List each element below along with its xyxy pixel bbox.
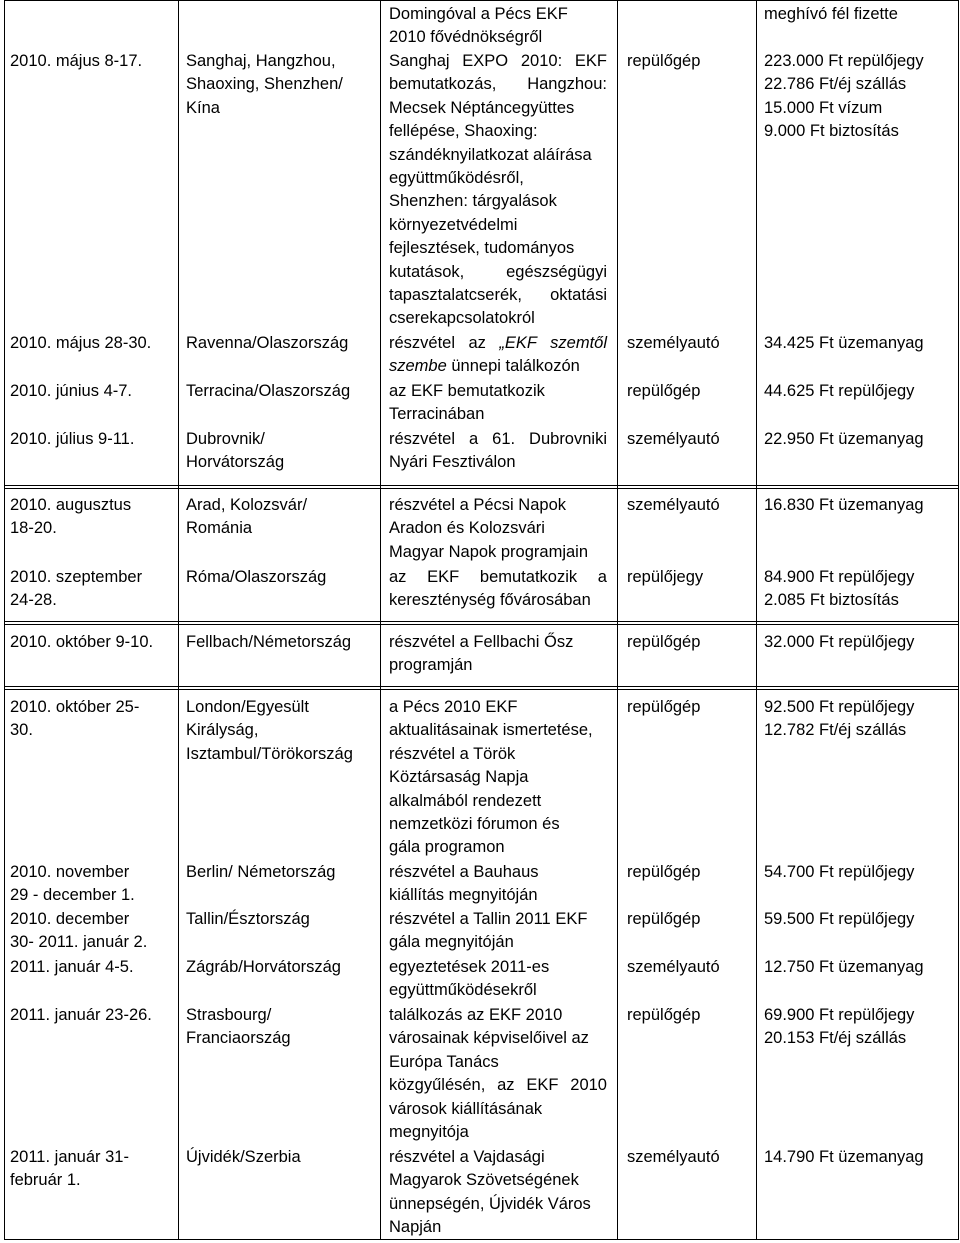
place-cell xyxy=(186,494,307,541)
place-line: Strasbourg/ xyxy=(186,1006,272,1024)
table-border-right xyxy=(958,0,959,1240)
place-cell: Ravenna/Olaszország xyxy=(186,334,349,352)
place-cell: Berlin/ Németország xyxy=(186,863,336,881)
event-cell xyxy=(389,861,539,908)
place-line: Kína xyxy=(186,98,220,117)
event-line: fellépése, Shaoxing: xyxy=(389,122,538,141)
event-line: Domingóval a Pécs EKF xyxy=(389,5,568,23)
event-line: együttműködésről, xyxy=(389,169,524,188)
event-line: kereszténység fővárosában xyxy=(389,591,591,610)
cost-line: 12.782 Ft/éj szállás xyxy=(764,721,907,740)
cost-cell: 32.000 Ft repülőjegy xyxy=(764,633,915,651)
event-line: Magyarok Szövetségének xyxy=(389,1171,579,1190)
cost-cell xyxy=(764,50,924,144)
event-line: részvétel a Tallin 2011 EKF xyxy=(389,910,588,928)
event-line: városok kiállításának xyxy=(389,1099,543,1118)
date-cell: 2010. július 9-11. xyxy=(10,430,135,448)
event-cell xyxy=(389,428,607,475)
event-text: részvétel az xyxy=(389,334,500,352)
event-line: közgyűlésén, az EKF 2010 xyxy=(389,1076,607,1095)
date-cell: 2010. június 4-7. xyxy=(10,382,133,400)
date-line: 2010. augusztus xyxy=(10,496,132,514)
cost-line: 20.153 Ft/éj szállás xyxy=(764,1029,907,1048)
cost-cell: 14.790 Ft üzemanyag xyxy=(764,1148,924,1166)
place-line: Sanghaj, Hangzhou, xyxy=(186,52,336,70)
transport-cell: személyautó xyxy=(627,496,720,514)
place-line: Dubrovnik/ xyxy=(186,430,265,448)
column-divider xyxy=(617,0,618,1240)
date-line: 18-20. xyxy=(10,519,57,538)
event-line: részvétel a 61. Dubrovniki xyxy=(389,430,607,448)
transport-cell: repülőgép xyxy=(627,382,701,400)
event-cell xyxy=(389,566,607,613)
event-line: Nyári Fesztiválon xyxy=(389,453,516,472)
event-text: ünnepi találkozón xyxy=(446,357,580,376)
place-line: London/Egyesült xyxy=(186,698,309,716)
cost-cell xyxy=(764,3,898,26)
date-cell: 2010. október 9-10. xyxy=(10,633,154,651)
transport-cell: repülőgép xyxy=(627,910,701,928)
event-cell xyxy=(389,50,607,331)
event-line: találkozás az EKF 2010 xyxy=(389,1006,563,1024)
row-divider xyxy=(4,485,958,486)
place-cell: Róma/Olaszország xyxy=(186,568,327,586)
cost-line: 223.000 Ft repülőjegy xyxy=(764,52,924,70)
date-cell xyxy=(10,1146,129,1193)
date-cell xyxy=(10,696,139,743)
cost-cell: 44.625 Ft repülőjegy xyxy=(764,382,915,400)
event-line: bemutatkozás, Hangzhou: xyxy=(389,75,607,94)
event-line: fejlesztések, tudományos xyxy=(389,239,575,258)
event-line: egyeztetések 2011-es xyxy=(389,958,550,976)
event-line: aktualitásainak ismertetése, xyxy=(389,721,593,740)
place-cell xyxy=(186,696,353,766)
date-line: február 1. xyxy=(10,1171,81,1190)
date-cell xyxy=(10,494,131,541)
place-cell xyxy=(186,1004,291,1051)
place-line: Franciaország xyxy=(186,1029,291,1048)
event-cell xyxy=(389,1146,591,1240)
event-italic-text: szembe xyxy=(389,357,447,376)
event-line: Magyar Napok programjain xyxy=(389,542,589,561)
event-line: gála programon xyxy=(389,838,505,857)
cost-cell xyxy=(764,696,914,743)
place-cell: Tallin/Észtország xyxy=(186,910,310,928)
event-cell xyxy=(389,1004,607,1144)
column-divider xyxy=(380,0,381,1240)
event-cell xyxy=(389,3,568,50)
place-cell xyxy=(186,50,343,120)
event-line: Európa Tanács xyxy=(389,1052,499,1071)
cost-line: 2.085 Ft biztosítás xyxy=(764,591,899,610)
date-line: 2010. december xyxy=(10,910,130,928)
event-line: környezetvédelmi xyxy=(389,215,518,234)
cost-cell: 22.950 Ft üzemanyag xyxy=(764,430,924,448)
cost-line: 84.900 Ft repülőjegy xyxy=(764,568,915,586)
transport-cell: repülőgép xyxy=(627,52,701,70)
cost-cell: 54.700 Ft repülőjegy xyxy=(764,863,915,881)
cost-line: 22.786 Ft/éj szállás xyxy=(764,75,907,94)
place-line: Horvátország xyxy=(186,453,285,472)
event-line: a Pécs 2010 EKF xyxy=(389,698,518,716)
date-line: 2010. november xyxy=(10,863,130,881)
event-line: Köztársaság Napja xyxy=(389,768,529,787)
place-line: Arad, Kolozsvár/ xyxy=(186,496,308,514)
date-line: 24-28. xyxy=(10,591,57,610)
row-divider xyxy=(4,488,958,489)
event-line: Shenzhen: tárgyalások xyxy=(389,192,557,211)
event-line: megnyitója xyxy=(389,1123,469,1142)
event-line: kiállítás megnyitóján xyxy=(389,886,538,905)
column-divider xyxy=(178,0,179,1240)
cost-line: 15.000 Ft vízum xyxy=(764,98,883,117)
row-divider xyxy=(4,621,958,622)
cost-line: 69.900 Ft repülőjegy xyxy=(764,1006,915,1024)
transport-cell: repülőgép xyxy=(627,1006,701,1024)
event-line xyxy=(389,332,607,355)
cost-line: 9.000 Ft biztosítás xyxy=(764,122,899,141)
cost-cell: 12.750 Ft üzemanyag xyxy=(764,958,924,976)
event-line: városainak képviselőivel az xyxy=(389,1029,589,1048)
transport-cell: repülőgép xyxy=(627,698,701,716)
place-line: Shaoxing, Shenzhen/ xyxy=(186,75,343,94)
cost-cell xyxy=(764,1004,914,1051)
date-cell xyxy=(10,861,135,908)
cost-line: meghívó fél fizette xyxy=(764,5,898,23)
event-line: tapasztalatcserék, oktatási xyxy=(389,286,607,305)
event-line: ünnepségén, Újvidék Város xyxy=(389,1194,591,1213)
event-line: az EKF bemutatkozik xyxy=(389,382,545,400)
event-cell xyxy=(389,631,573,678)
date-line: 30. xyxy=(10,721,33,740)
place-cell: Újvidék/Szerbia xyxy=(186,1148,301,1166)
date-line: 2011. január 31- xyxy=(10,1148,129,1166)
event-cell xyxy=(389,494,588,564)
event-line: Sanghaj EXPO 2010: EKF xyxy=(389,52,607,70)
event-line: részvétel a Bauhaus xyxy=(389,863,539,881)
place-cell: Zágráb/Horvátország xyxy=(186,958,341,976)
row-divider xyxy=(4,624,958,625)
table-border-top xyxy=(4,0,958,1)
event-line: részvétel a Pécsi Napok xyxy=(389,496,566,514)
cost-cell: 34.425 Ft üzemanyag xyxy=(764,334,924,352)
date-cell: 2010. május 8-17. xyxy=(10,52,143,70)
transport-cell: személyautó xyxy=(627,1148,720,1166)
transport-cell: repülőgép xyxy=(627,633,701,651)
event-line: cserekapcsolatokról xyxy=(389,309,535,328)
event-cell xyxy=(389,696,593,860)
date-cell xyxy=(10,908,147,955)
date-cell: 2011. január 4-5. xyxy=(10,958,134,976)
cost-cell: 59.500 Ft repülőjegy xyxy=(764,910,915,928)
column-divider xyxy=(756,0,757,1240)
event-line: nemzetközi fórumon és xyxy=(389,815,560,834)
event-line: az EKF bemutatkozik a xyxy=(389,568,607,586)
column-divider xyxy=(4,0,5,1240)
event-line: gála megnyitóján xyxy=(389,933,514,952)
event-line: kutatások, egészségügyi xyxy=(389,262,607,281)
place-cell: Fellbach/Németország xyxy=(186,633,352,651)
cost-cell xyxy=(764,566,914,613)
event-italic-text: „EKF szemtől xyxy=(499,334,607,352)
transport-cell: repülőgép xyxy=(627,863,701,881)
event-cell xyxy=(389,332,607,379)
place-cell: Terracina/Olaszország xyxy=(186,382,351,400)
row-divider xyxy=(4,686,958,687)
event-line: 2010 fővédnökségről xyxy=(389,28,543,47)
event-line xyxy=(389,355,607,378)
transport-cell: repülőjegy xyxy=(627,568,704,586)
date-line: 2010. október 25- xyxy=(10,698,140,716)
place-cell xyxy=(186,428,284,475)
cost-cell: 16.830 Ft üzemanyag xyxy=(764,496,924,514)
place-line: Isztambul/Törökország xyxy=(186,744,353,763)
date-line: 30- 2011. január 2. xyxy=(10,933,148,952)
event-line: alkalmából rendezett xyxy=(389,791,542,810)
event-line: együttműködésekről xyxy=(389,981,537,1000)
date-line: 2010. szeptember xyxy=(10,568,143,586)
event-line: Napján xyxy=(389,1218,442,1237)
event-cell xyxy=(389,380,545,427)
event-line: részvétel a Török xyxy=(389,744,516,763)
event-cell xyxy=(389,956,549,1003)
transport-cell: személyautó xyxy=(627,430,720,448)
event-line: programján xyxy=(389,656,473,675)
event-line: Terracinában xyxy=(389,405,485,424)
date-line: 29 - december 1. xyxy=(10,886,135,905)
event-line: Mecsek Néptáncegyüttes xyxy=(389,98,575,117)
event-line: Aradon és Kolozsvári xyxy=(389,519,545,538)
date-cell: 2011. január 23-26. xyxy=(10,1006,152,1024)
place-line: Királyság, xyxy=(186,721,259,740)
cost-line: 92.500 Ft repülőjegy xyxy=(764,698,915,716)
transport-cell: személyautó xyxy=(627,958,720,976)
date-cell: 2010. május 28-30. xyxy=(10,334,152,352)
row-divider xyxy=(4,689,958,690)
event-line: szándéknyilatkozat aláírása xyxy=(389,145,592,164)
transport-cell: személyautó xyxy=(627,334,720,352)
date-cell xyxy=(10,566,142,613)
place-line: Románia xyxy=(186,519,253,538)
event-cell xyxy=(389,908,587,955)
event-line: részvétel a Vajdasági xyxy=(389,1148,545,1166)
event-line: részvétel a Fellbachi Ősz xyxy=(389,633,574,651)
